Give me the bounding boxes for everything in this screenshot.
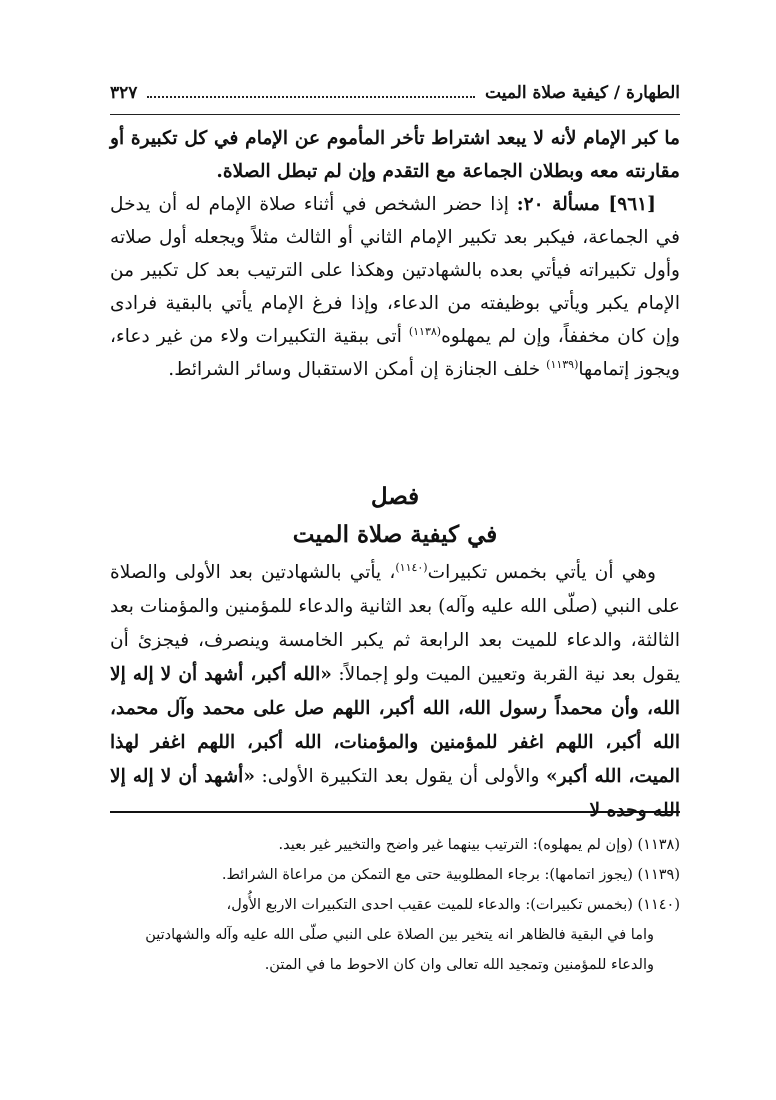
issue-text-b: أتى ببقية التكبيرات ولاء من غير دعاء، ويجوز إتمامها <box>110 326 680 380</box>
footnote-divider <box>110 811 680 813</box>
section-heading-line2: في كيفية صلاة الميت <box>292 521 498 548</box>
footnote-ref-1138: (١١٣٨) <box>408 324 442 338</box>
footnote-ref-1140: (١١٤٠) <box>395 560 428 574</box>
footnote-ref-1139: (١١٣٩) <box>546 357 579 371</box>
running-title: الطهارة / كيفية صلاة الميت <box>485 83 680 103</box>
issue-label: [٩٦١] مسألة ٢٠: <box>516 194 656 215</box>
section-paragraph <box>110 556 680 828</box>
section-text <box>110 556 680 828</box>
issue-text-a: إذا حضر الشخص في أثناء صلاة الإمام له أن يدخل في الجماعة، فيكبر بعد تكبير الإمام الثاني أو الثالث مثلاً ويجعله أول صلاته وأول تكبيراته فيأتي بعده بالشهادتين وهكذا على الترتيب بعد كل تكبير من الإمام يكبر ويأتي بوظيفته من الدعاء، وإذا فرغ الإمام يأتي بالبقية فرادى وإن كان مخففاً، وإن لم يمهلوه <box>110 194 680 347</box>
section-text-b: ، يأتي بالشهادتين بعد الأولى والصلاة على النبي (صلّى الله عليه وآله) بعد الثانية والدعاء للمؤمنين والمؤمنات بعد الثالثة، والدعاء للميت بعد الرابعة ثم يكبر الخامسة وينصرف، فيجزئ أن يقول بعد نية القربة وتعيين الميت ولو إجمالاً: <box>110 562 680 685</box>
book-page <box>110 78 680 1038</box>
footnote-1139: (١١٣٩) (يجوز اتمامها): برجاء المطلوبية حتى مع التمكن من مراعاة الشرائط. <box>221 867 680 883</box>
leader-dots <box>147 96 475 98</box>
footnote-1140-continued: واما في البقية فالظاهر انه يتخير بين الصلاة على النبي صلّى الله عليه وآله والشهادتين والدعاء للمؤمنين وتمجيد الله تعالى وان كان الاحوط ما في المتن. <box>145 927 654 973</box>
main-text-top <box>110 122 680 386</box>
header-divider <box>110 114 680 115</box>
prayer-formula: «الله أكبر، أشهد أن لا إله إلا الله، وأن محمداً رسول الله، الله أكبر، اللهم صل على محمد وآل محمد، الله أكبر، اللهم اغفر للمؤمنين والمؤمنات، الله أكبر، اللهم اغفر لهذا الميت، الله أكبر» <box>110 664 680 787</box>
section-text-a: وهي أن يأتي بخمس تكبيرات <box>427 562 656 583</box>
issue-text-c: خلف الجنازة إن أمكن الاستقبال وسائر الشرائط. <box>168 359 541 380</box>
paragraph-continued: ما كبر الإمام لأنه لا يبعد اشتراط تأخر المأموم عن الإمام في كل تكبيرة أو مقارنته معه وبطلان الجماعة مع التقدم وإن لم تبطل الصلاة. <box>110 128 680 182</box>
page-number: ٣٢٧ <box>110 83 138 103</box>
issue-paragraph <box>110 188 680 386</box>
footnotes <box>110 830 680 980</box>
running-header <box>110 78 680 108</box>
section-text-c: والأولى أن يقول بعد التكبيرة الأولى: <box>261 766 540 787</box>
footnote-1140: (١١٤٠) (بخمس تكبيرات): والدعاء للميت عقيب احدى التكبيرات الاربع الأُول، <box>226 897 680 913</box>
section-heading-line1: فصل <box>370 483 420 510</box>
prayer-formula-2: «أشهد أن لا إله إلا الله وحده لا <box>110 766 680 821</box>
section-heading <box>110 478 680 554</box>
footnote-1138: (١١٣٨) (وإن لم يمهلوه): الترتيب بينهما غير واضح والتخيير غير بعيد. <box>278 837 680 853</box>
